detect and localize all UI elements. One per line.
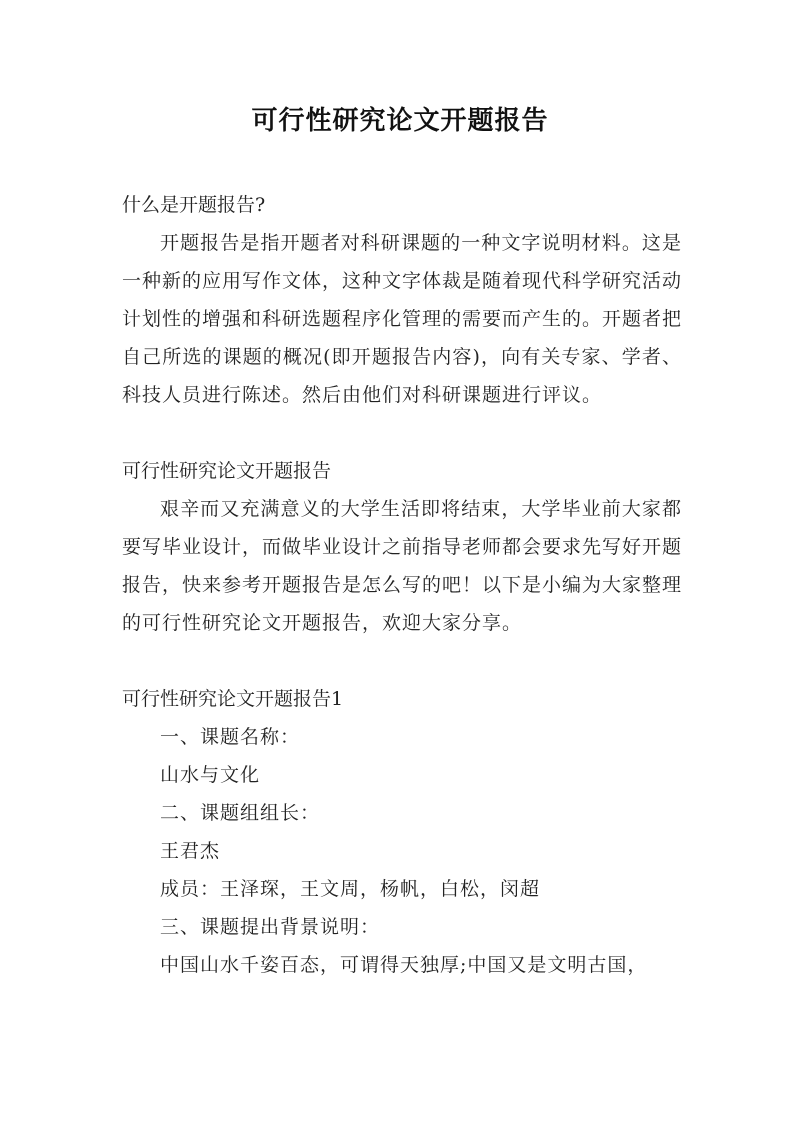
document-body [122,186,682,984]
list-item-background-label: 三、课题提出背景说明： [160,916,381,938]
section-spacer [122,642,682,680]
section-paragraph-definition: 开题报告是指开题者对科研课题的一种文字说明材料。这是一种新的应用写作文体，这种文字体裁是随着现代科学研究活动计划性的增强和科研选题程序化管理的需要而产生的。开题者把自己所选的课题的概况(即开题报告内容)，向有关专家、学者、科技人员进行陈述。然后由他们对科研课题进行评议。 [122,232,683,406]
section-heading-report-1: 可行性研究论文开题报告1 [122,688,344,710]
list-item-leader-value: 王君杰 [160,840,221,862]
list-item-members: 成员：王泽琛，王文周，杨帆，白松，闵超 [160,878,541,900]
section-heading-report: 可行性研究论文开题报告 [122,460,332,482]
section-spacer [122,414,682,452]
document-title: 可行性研究论文开题报告 [251,106,549,136]
list-item-background-text: 中国山水千姿百态，可谓得天独厚;中国又是文明古国， [160,954,648,976]
list-item-topic-value: 山水与文化 [160,764,261,786]
list-item-topic-label: 一、课题名称： [160,726,301,748]
section-heading-what-is: 什么是开题报告? [122,194,266,216]
section-paragraph-intro: 艰辛而又充满意义的大学生活即将结束，大学毕业前大家都要写毕业设计，而做毕业设计之前指导老师都会要求先写好开题报告，快来参考开题报告是怎么写的吧！以下是小编为大家整理的可行性研究论文开题报告，欢迎大家分享。 [122,498,683,634]
list-item-leader-label: 二、课题组组长： [160,802,321,824]
